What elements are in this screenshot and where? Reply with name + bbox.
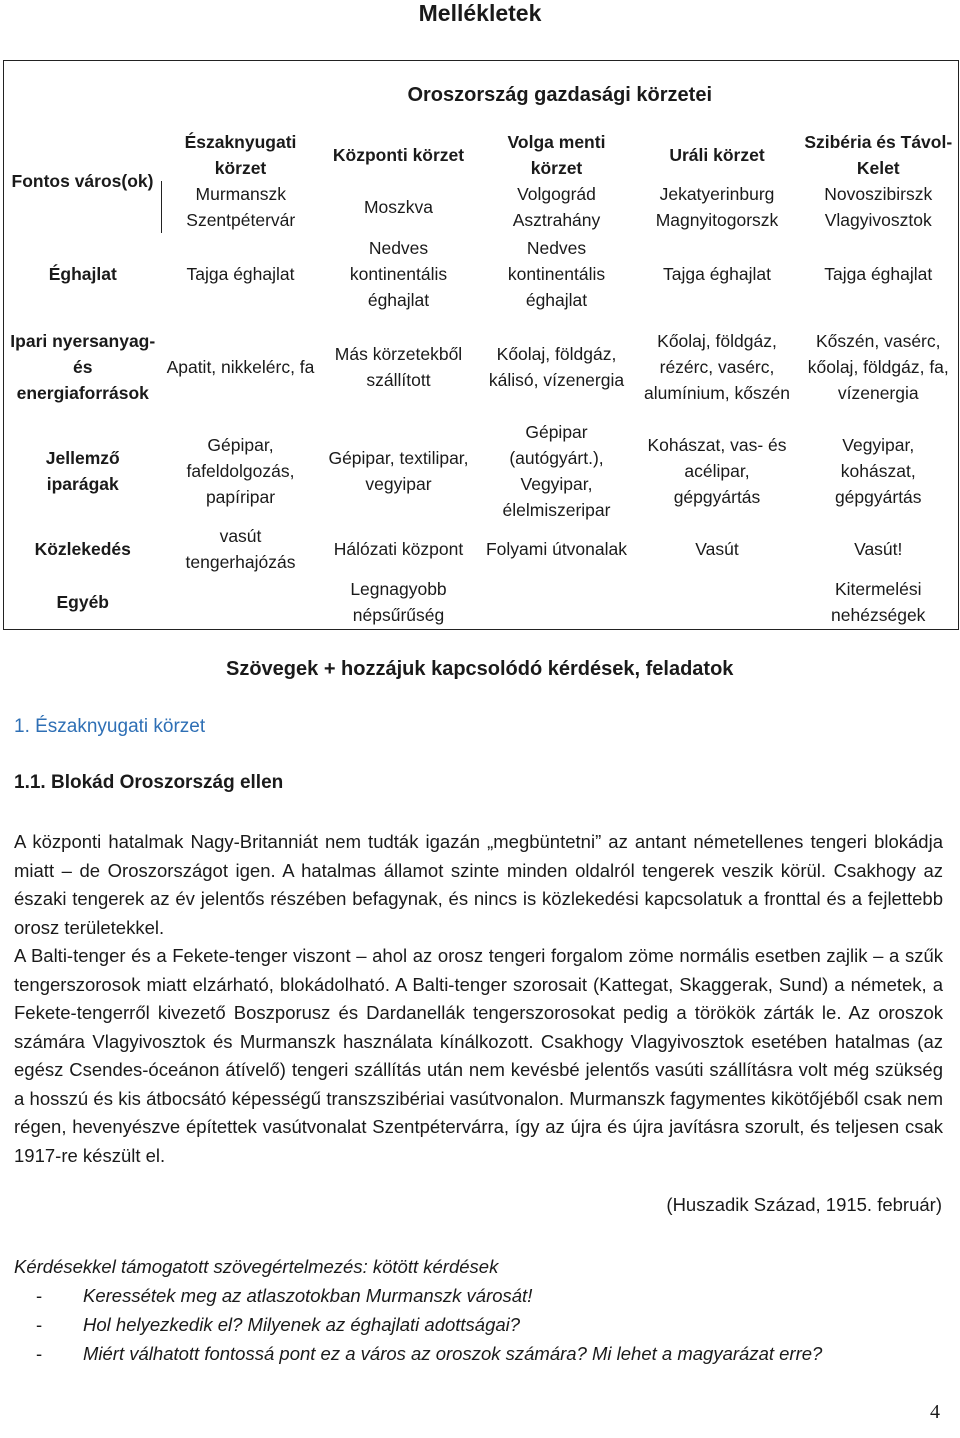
cell-other-volga [478, 575, 636, 630]
table-title: Oroszország gazdasági körzetei [162, 61, 959, 130]
cell-other-central: Legnagyobb népsűrűség [320, 575, 478, 630]
row-label-other: Egyéb [4, 575, 162, 630]
row-label-industries: Jellemző iparágak [4, 419, 162, 523]
row-label-climate: Éghajlat [4, 233, 162, 315]
cell-cities-volga: Volgográd Asztrahány [512, 184, 601, 230]
cell-climate-ural: Tajga éghajlat [663, 264, 771, 284]
cell-resources-central: Más körzetekből szállított [334, 344, 463, 390]
cell-industries-volga: Gépipar (autógyárt.), Vegyipar, élelmiszeripar [502, 422, 611, 520]
paragraph: A Balti-tenger és a Fekete-tenger viszont – ahol az orosz tengeri forgalom zöme normális esetben zajlik – a szűk tengerszorosok miatt elzárható, blokádolható. A Balti-tenger szorosait (Kattegat, Skaggerak, Sund) a németek, a Fekete-tengerről kivezető Boszporusz és Dardanellák tengerszorosokat pedig a törökök zárták le. Az oroszok számára Vlagyivosztok és Murmanszk használata kínálkozott. Csakhogy Vlagyivosztok esetében hatalmas (az egész Csendes-óceánon átívelő) tengeri szállítás után nem kevésbé jelentős vasúti szállításra volt még szükség a hosszú és kis átbocsátó képességű transzszibériai vasútvonalon. Murmanszk fagymentes kikötőjéből csak nem régen, hevenyészve építettek vasútvonalat Szentpétervárra, így az újra és újra javításra szorult, és teljesen csak 1917-re készült el. [14, 945, 943, 1166]
table-row-transport [4, 523, 959, 575]
dash-bullet: - [36, 1285, 43, 1306]
list-item [14, 1281, 822, 1310]
cell-industries-siberia: Vegyipar, kohászat, gépgyártás [799, 419, 959, 523]
table-corner-cell [4, 61, 162, 130]
row-label-resources: Ipari nyersanyag- és energiaforrások [4, 315, 162, 419]
cell-transport-ural: Vasút [695, 539, 739, 559]
cell-cities-siberia: Novoszibirszk Vlagyivosztok [799, 181, 959, 233]
section-heading: Szövegek + hozzájuk kapcsolódó kérdések, feladatok [226, 658, 734, 680]
cell-cities-ural: Jekatyerinburg Magnyitogorszk [655, 184, 779, 230]
questions-heading: Kérdésekkel támogatott szövegértelmezés: kötött kérdések [14, 1256, 499, 1277]
cell-industries-central: Gépipar, textilipar, vegyipar [328, 448, 469, 494]
dash-bullet: - [36, 1343, 43, 1364]
cell-resources-volga: Kőolaj, földgáz, kálisó, vízenergia [488, 344, 625, 390]
column-header-siberia: Szibéria és Távol-Kelet [799, 129, 959, 181]
cell-cities-central: Moszkva [363, 197, 434, 217]
paragraph: A központi hatalmak Nagy-Britanniát nem tudták igazán „megbüntetni” az antant németellenes tengeri blokádja miatt – de Oroszországot igen. A hatalmas államot szinte minden oldalról tengerek veszik körül. Csakhogy az északi tengerek az év jelentős részében befagynak, és nincs is közlekedési kapcsolatuk a fronttal és a fejlettebb orosz területekkel. [14, 831, 943, 938]
question-text: Miért válhatott fontossá pont ez a város az oroszok számára? Mi lehet a magyarázat erre? [83, 1343, 823, 1364]
questions-list [14, 1281, 822, 1368]
column-header-northwest: Északnyugati körzet [184, 132, 297, 178]
column-header-central: Központi körzet [332, 145, 465, 165]
cell-transport-volga: Folyami útvonalak [485, 539, 628, 559]
table-title-row [4, 61, 959, 130]
questions-block [14, 1252, 822, 1368]
cell-resources-siberia: Kőszén, vasérc, kőolaj, földgáz, fa, vízenergia [799, 315, 959, 419]
cell-transport-northwest: vasút tengerhajózás [185, 526, 296, 572]
table-row-climate [4, 233, 959, 315]
dash-bullet: - [36, 1314, 43, 1335]
cell-industries-northwest: Gépipar, fafeldolgozás, papíripar [186, 435, 295, 507]
cell-climate-northwest: Tajga éghajlat [186, 264, 295, 284]
chapter-heading: 1. Északnyugati körzet [14, 716, 206, 737]
table-header-row [4, 129, 959, 181]
table-row-resources [4, 315, 959, 419]
table-row-industries [4, 419, 959, 523]
row-label-cities: Fontos város(ok) [4, 129, 162, 233]
cell-resources-ural: Kőolaj, földgáz, rézérc, vasérc, alumínium, kőszén [644, 331, 790, 403]
list-item [14, 1339, 822, 1368]
question-text: Keressétek meg az atlaszotokban Murmanszk városát! [83, 1285, 533, 1306]
page-title: Mellékletek [418, 0, 542, 26]
regions-table [3, 60, 959, 630]
cell-other-ural [636, 575, 799, 630]
cell-industries-ural: Kohászat, vas- és acélipar, gépgyártás [647, 435, 787, 507]
cell-climate-central: Nedves kontinentális éghajlat [349, 238, 448, 310]
column-header-volga: Volga menti körzet [507, 132, 606, 178]
sub-heading: 1.1. Blokád Oroszország ellen [14, 772, 284, 793]
cell-climate-siberia: Tajga éghajlat [799, 233, 959, 315]
question-text: Hol helyezkedik el? Milyenek az éghajlati adottságai? [83, 1314, 521, 1335]
column-header-ural: Uráli körzet [669, 145, 765, 165]
source-citation: (Huszadik Század, 1915. február) [666, 1194, 942, 1215]
cell-resources-northwest: Apatit, nikkelérc, fa [166, 357, 315, 377]
list-item [14, 1310, 822, 1339]
cell-other-northwest [162, 575, 320, 630]
table-row-other [4, 575, 959, 630]
article-text [14, 828, 943, 1170]
cell-transport-central: Hálózati központ [333, 539, 464, 559]
row-label-transport: Közlekedés [4, 523, 162, 575]
cell-transport-siberia: Vasút! [799, 523, 959, 575]
cell-other-siberia: Kitermelési nehézségek [799, 575, 959, 630]
cell-climate-volga: Nedves kontinentális éghajlat [507, 238, 606, 310]
page-number: 4 [930, 1401, 940, 1423]
cell-cities-northwest: Murmanszk Szentpétervár [162, 181, 320, 233]
